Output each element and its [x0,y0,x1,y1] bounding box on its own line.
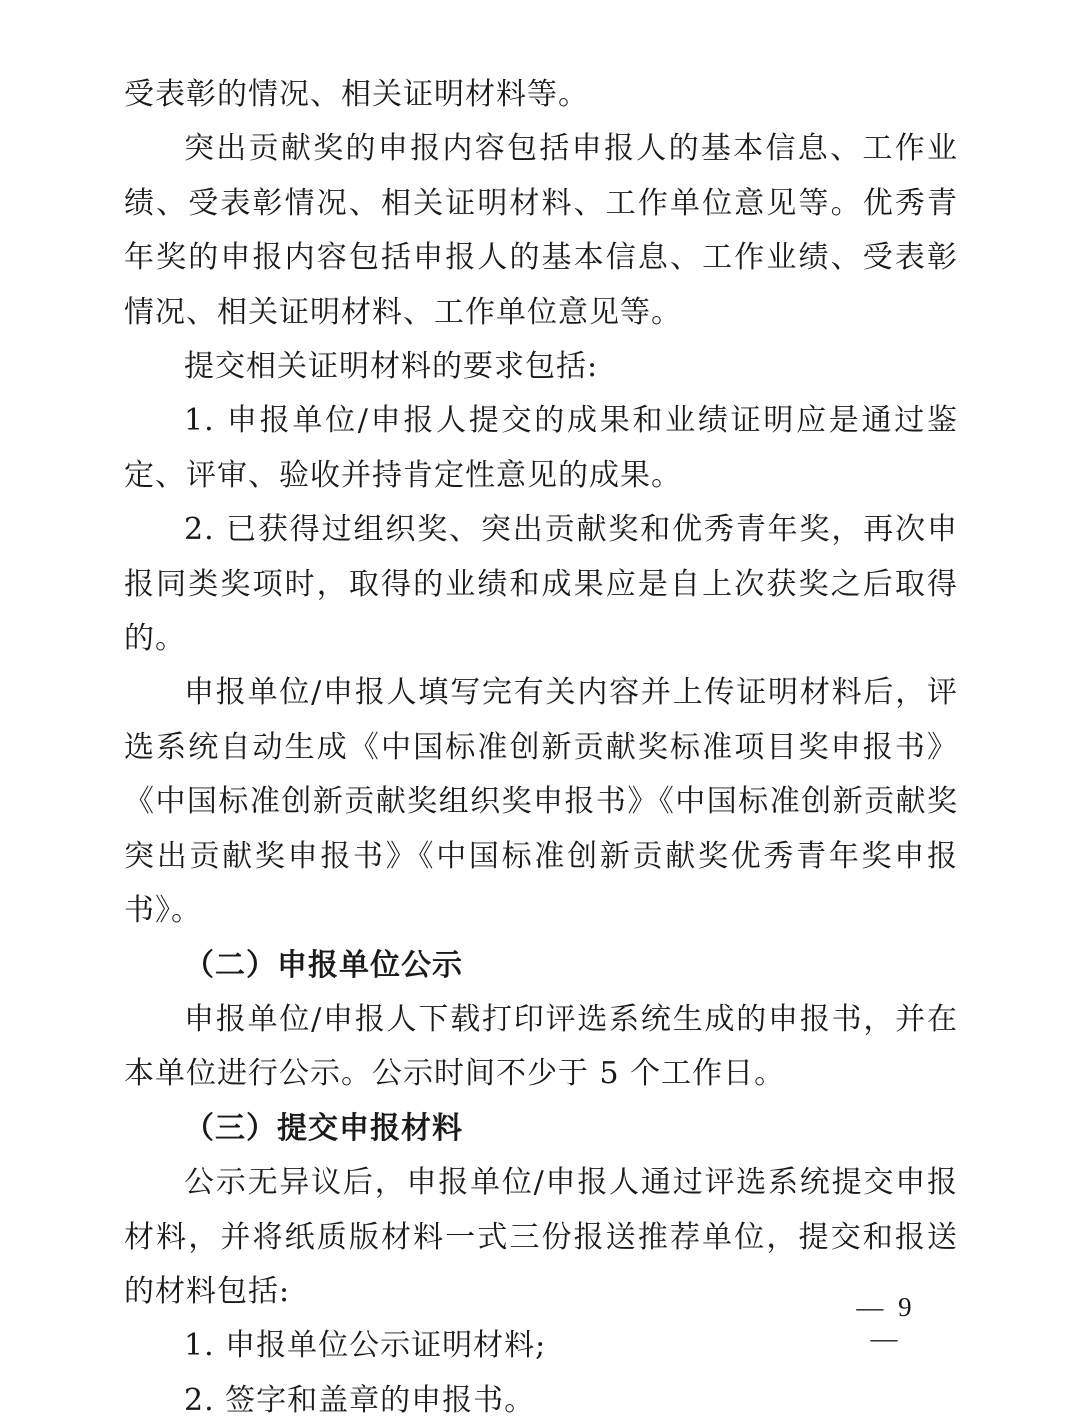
paragraph-award-content: 突出贡献奖的申报内容包括申报人的基本信息、工作业绩、受表彰情况、相关证明材料、工作单位意见等。优秀青年奖的申报内容包括申报人的基本信息、工作业绩、受表彰情况、相关证明材料、工作单位意见等。 [124,131,958,330]
paragraph-system-generation: 申报单位/申报人填写完有关内容并上传证明材料后，评选系统自动生成《中国标准创新贡献奖标准项目奖申报书》《中国标准创新贡献奖组织奖申报书》《中国标准创新贡献奖突出贡献奖申报书》《中国标准创新贡献奖优秀青年奖申报书》。 [124,675,958,929]
paragraph-material-requirements: 提交相关证明材料的要求包括: [184,349,599,385]
paragraph-publicity: 申报单位/申报人下载打印评选系统生成的申报书，并在本单位进行公示。公示时间不少于 5 个工作日。 [124,1001,958,1092]
paragraph-submission: 公示无异议后，申报单位/申报人通过评选系统提交申报材料，并将纸质版材料一式三份报送推荐单位，提交和报送的材料包括: [124,1165,958,1309]
page-number: — 9 — [856,1292,916,1353]
section-heading-submission: （三）提交申报材料 [184,1110,463,1146]
list-item-submission-2: 2. 签字和盖章的申报书。 [184,1382,536,1418]
list-item-submission-1: 1. 申报单位公示证明材料; [184,1328,547,1364]
document-body [124,68,958,1428]
section-heading-publicity: （二）申报单位公示 [184,947,463,983]
paragraph-continuation: 受表彰的情况、相关证明材料等。 [124,77,589,112]
list-item-requirement-2: 2. 已获得过组织奖、突出贡献奖和优秀青年奖，再次申报同类奖项时，取得的业绩和成果应是自上次获奖之后取得的。 [124,512,958,657]
list-item-requirement-1: 1. 申报单位/申报人提交的成果和业绩证明应是通过鉴定、评审、验收并持肯定性意见的成果。 [124,403,958,493]
